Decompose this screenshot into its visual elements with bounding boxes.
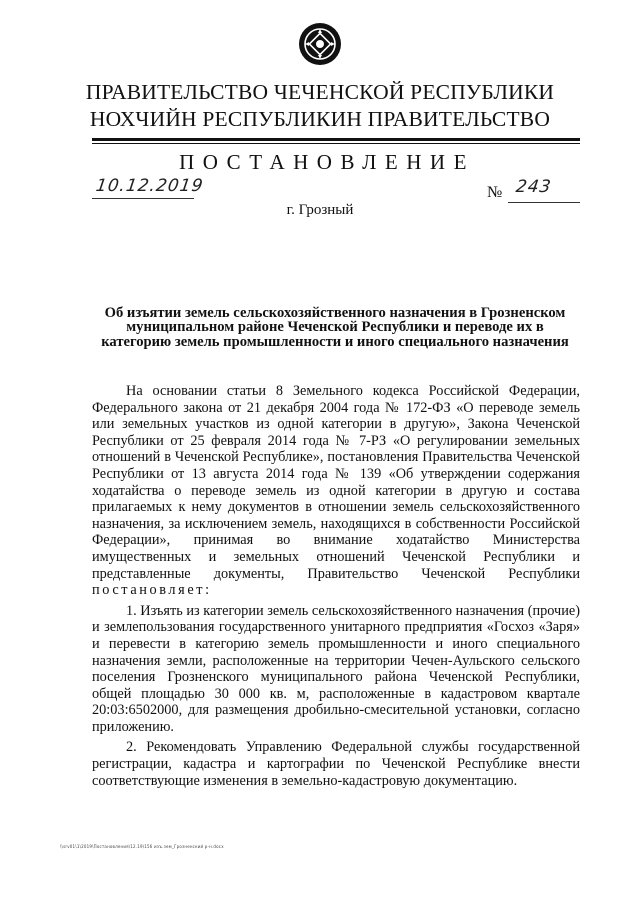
preamble-paragraph	[92, 383, 580, 599]
document-body	[92, 383, 580, 789]
header-divider-thin	[92, 143, 580, 144]
document-date: 10.12.2019	[94, 176, 205, 196]
preamble-text: На основании статьи 8 Земельного кодекса Российской Федерации, Федерального закона от 21 декабря 2004 года № 172-ФЗ «О переводе земель или земельных участков из одной категории в другую», Закона Чеченской Республики от 25 февраля 2014 года № 7-РЗ «О регулировании земельных отношений в Чеченской Республике», постановления Правительства Чеченской Республики от 13 августа 2014 года № 139 «Об утверждении содержания ходатайства о переводе земель из одной категории в другую и состава прилагаемых к нему документов в отношении земель сельскохозяйственного назначения, за исключением земель, находящихся в собственности Российской Федерации», принимая во внимание ходатайство Министерства имущественных и земельных отношений Чеченской Республики и представленные документы, Правительство Чеченской Республики	[92, 383, 580, 582]
item-2-paragraph: 2. Рекомендовать Управлению Федеральной службы государственной регистрации, кадастра и картографии по Чеченской Республике внести соответствующие изменения в земельно-кадастровую документацию.	[92, 739, 580, 789]
footer-file-path: \\srv01\1\2019\Постановления\12.19\156 изъ.зем_Грозненский р-н.docx	[60, 844, 224, 849]
issue-city: г. Грозный	[286, 202, 354, 218]
date-underline	[92, 198, 194, 199]
government-name-chechen: НОХЧИЙН РЕСПУБЛИКИН ПРАВИТЕЛЬСТВО	[89, 107, 551, 131]
item-1-paragraph: 1. Изъять из категории земель сельскохозяйственного назначения (прочие) и землепользования государственного унитарного предприятия «Госхоз «Заря» и перевести в категорию земель промышленности и иного специального назначения земли, расположенные на территории Чечен-Аульского сельского поселения Грозненского муниципального района Чеченской Республики, общей площадью 30 000 кв. м, расположенные в кадастровом квартале 20:03:6502000, для размещения дробильно-смесительной установки, согласно приложению.	[92, 602, 580, 735]
number-sign: №	[487, 184, 503, 201]
chechen-republic-emblem-icon	[298, 22, 342, 66]
document-number: 243	[514, 177, 553, 197]
resolves-keyword: постановляет:	[92, 582, 212, 599]
document-type: ПОСТАНОВЛЕНИЕ	[179, 150, 475, 174]
government-name-russian: ПРАВИТЕЛЬСТВО ЧЕЧЕНСКОЙ РЕСПУБЛИКИ	[85, 80, 555, 104]
document-title: Об изъятии земель сельскохозяйственного назначения в Грозненском муниципальном районе Чеченской Республики и переводе их в категорию земель промышленности и иного специального назначения	[101, 305, 569, 350]
header-divider-thick	[92, 138, 580, 141]
